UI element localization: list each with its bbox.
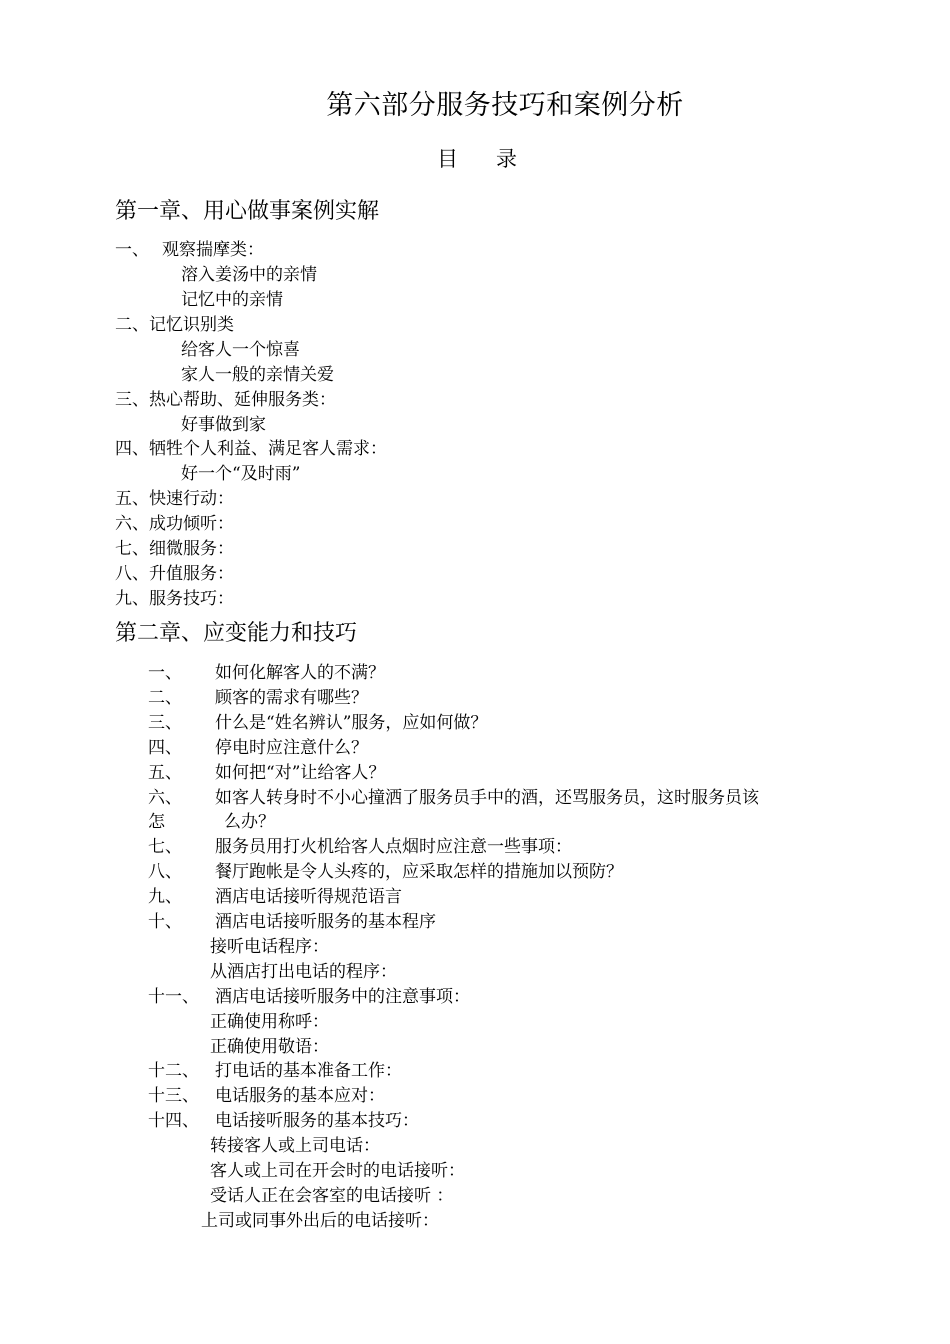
toc-entry	[148, 1059, 402, 1083]
toc-entry-number: 二、	[115, 314, 149, 335]
toc-entry-text: 从酒店打出电话的程序：	[210, 961, 397, 982]
chapter-1-heading: 第一章、用心做事案例实解	[115, 199, 380, 224]
toc-entry-text: 服务员用打火机给客人点烟时应注意一些事项：	[215, 837, 572, 858]
toc-entry	[115, 313, 234, 337]
toc-entry-text: 打电话的基本准备工作：	[215, 1061, 402, 1082]
toc-entry	[181, 288, 283, 312]
toc-entry-text: 酒店电话接听服务的基本程序	[215, 912, 436, 932]
toc-entry-text: 什么是“姓名辨认”服务，应如何做？	[215, 712, 488, 733]
toc-entry-text: 接听电话程序：	[210, 936, 329, 957]
toc-entry-number: 七、	[115, 539, 149, 560]
toc-entry-text: 升值服务：	[149, 564, 234, 585]
toc-entry-text: 如何把“对”让给客人？	[215, 762, 386, 783]
toc-entry-number: 十二、	[148, 1061, 199, 1082]
toc-entry-text: 停电时应注意什么？	[215, 737, 368, 758]
toc-entry-number: 十三、	[148, 1086, 199, 1107]
toc-entry	[148, 985, 470, 1009]
toc-entry-text: 热心帮助、延伸服务类：	[149, 389, 336, 410]
toc-entry-text: 电话接听服务的基本技巧：	[215, 1111, 419, 1132]
toc-entry-number: 五、	[148, 762, 182, 783]
toc-entry-text: 正确使用称呼：	[210, 1011, 329, 1032]
toc-entry-number: 一、	[148, 663, 182, 683]
toc-entry-text: 观察揣摩类：	[162, 240, 264, 260]
toc-entry-number: 二、	[148, 687, 182, 708]
toc-entry	[181, 363, 334, 387]
toc-entry	[201, 1209, 439, 1233]
toc-entry	[148, 1109, 419, 1133]
toc-entry-text: 好事做到家	[181, 414, 266, 435]
chapter-2-heading: 第二章、应变能力和技巧	[115, 621, 358, 646]
page-title: 第六部分服务技巧和案例分析	[326, 90, 684, 121]
toc-entry	[148, 761, 385, 785]
toc-entry	[148, 686, 368, 710]
toc-entry-text: 如客人转身时不小心撞洒了服务员手中的酒，还骂服务员，这时服务员该	[215, 787, 759, 808]
toc-entry-text: 记忆中的亲情	[181, 289, 283, 310]
toc-entry-text: 记忆识别类	[149, 314, 234, 335]
toc-entry	[115, 437, 387, 461]
toc-entry	[210, 1184, 453, 1208]
toc-entry	[210, 935, 329, 959]
toc-entry-text: 给客人一个惊喜	[181, 339, 300, 360]
toc-entry-number: 十四、	[148, 1111, 199, 1132]
toc-entry-number: 三、	[115, 389, 149, 410]
toc-entry-text: 转接客人或上司电话：	[210, 1136, 380, 1157]
toc-entry	[148, 885, 402, 909]
toc-entry-text: 餐厅跑帐是令人头疼的，应采取怎样的措施加以预防？	[215, 862, 623, 883]
toc-entry-text: 酒店电话接听得规范语言	[215, 887, 402, 908]
toc-entry-number: 六、	[148, 787, 182, 808]
toc-entry-number: 三、	[148, 712, 182, 733]
toc-entry	[115, 562, 234, 586]
toc-entry-text: 成功倾听：	[149, 514, 234, 535]
toc-entry	[148, 661, 385, 685]
toc-entry-number: 一、	[115, 240, 149, 260]
toc-entry	[115, 487, 234, 511]
toc-entry	[148, 711, 487, 735]
toc-entry-number: 怎	[148, 812, 165, 833]
toc-entry	[148, 860, 623, 884]
toc-entry-number: 九、	[148, 887, 182, 908]
toc-entry-text: 如何化解客人的不满？	[215, 663, 385, 683]
toc-entry	[181, 413, 266, 437]
toc-entry-text: 上司或同事外出后的电话接听：	[201, 1210, 439, 1231]
toc-entry	[148, 786, 759, 810]
toc-entry-number: 八、	[148, 862, 182, 883]
toc-entry	[210, 1159, 465, 1183]
toc-entry-number: 五、	[115, 489, 149, 510]
toc-entry	[148, 810, 275, 834]
toc-entry-number: 七、	[148, 837, 182, 858]
toc-entry	[210, 1010, 329, 1034]
toc-entry-number: 四、	[115, 439, 149, 460]
toc-entry-text: 受话人正在会客室的电话接听 ：	[210, 1185, 454, 1206]
toc-entry	[181, 263, 317, 287]
toc-heading	[0, 144, 950, 174]
toc-entry-text: 好一个“及时雨”	[181, 464, 301, 485]
toc-entry-number: 六、	[115, 514, 149, 535]
toc-entry-text: 么办？	[224, 812, 275, 833]
toc-entry	[181, 338, 300, 362]
toc-entry-number: 八、	[115, 564, 149, 585]
toc-entry	[148, 910, 436, 934]
toc-entry	[148, 1084, 385, 1108]
toc-entry	[115, 512, 234, 536]
toc-entry	[181, 462, 300, 486]
toc-entry	[148, 835, 572, 859]
toc-entry-number: 十一、	[148, 986, 199, 1007]
toc-entry-text: 顾客的需求有哪些？	[215, 687, 368, 708]
toc-entry-text: 酒店电话接听服务中的注意事项：	[215, 986, 470, 1007]
toc-heading-left: 目	[437, 147, 458, 171]
toc-entry-text: 溶入姜汤中的亲情	[181, 264, 317, 285]
toc-entry	[115, 388, 336, 412]
toc-entry-number: 九、	[115, 589, 149, 610]
toc-entry	[115, 537, 234, 561]
toc-entry	[115, 587, 234, 611]
toc-entry-text: 细微服务：	[149, 539, 234, 560]
toc-entry-text: 牺牲个人利益、满足客人需求：	[149, 439, 387, 460]
toc-entry-text: 正确使用敬语：	[210, 1036, 329, 1057]
toc-entry-text: 电话服务的基本应对：	[215, 1086, 385, 1107]
toc-entry	[210, 1134, 380, 1158]
toc-entry-text: 服务技巧：	[149, 589, 234, 610]
toc-entry-text: 客人或上司在开会时的电话接听：	[210, 1161, 465, 1181]
toc-entry-number: 十、	[148, 912, 182, 932]
toc-entry	[115, 238, 264, 262]
toc-entry-number: 四、	[148, 737, 182, 758]
toc-entry-text: 家人一般的亲情关爱	[181, 364, 334, 385]
toc-entry-text: 快速行动：	[149, 489, 234, 510]
toc-entry	[210, 960, 397, 984]
toc-entry	[210, 1035, 329, 1059]
toc-heading-right: 录	[496, 147, 517, 171]
toc-entry	[148, 736, 368, 760]
